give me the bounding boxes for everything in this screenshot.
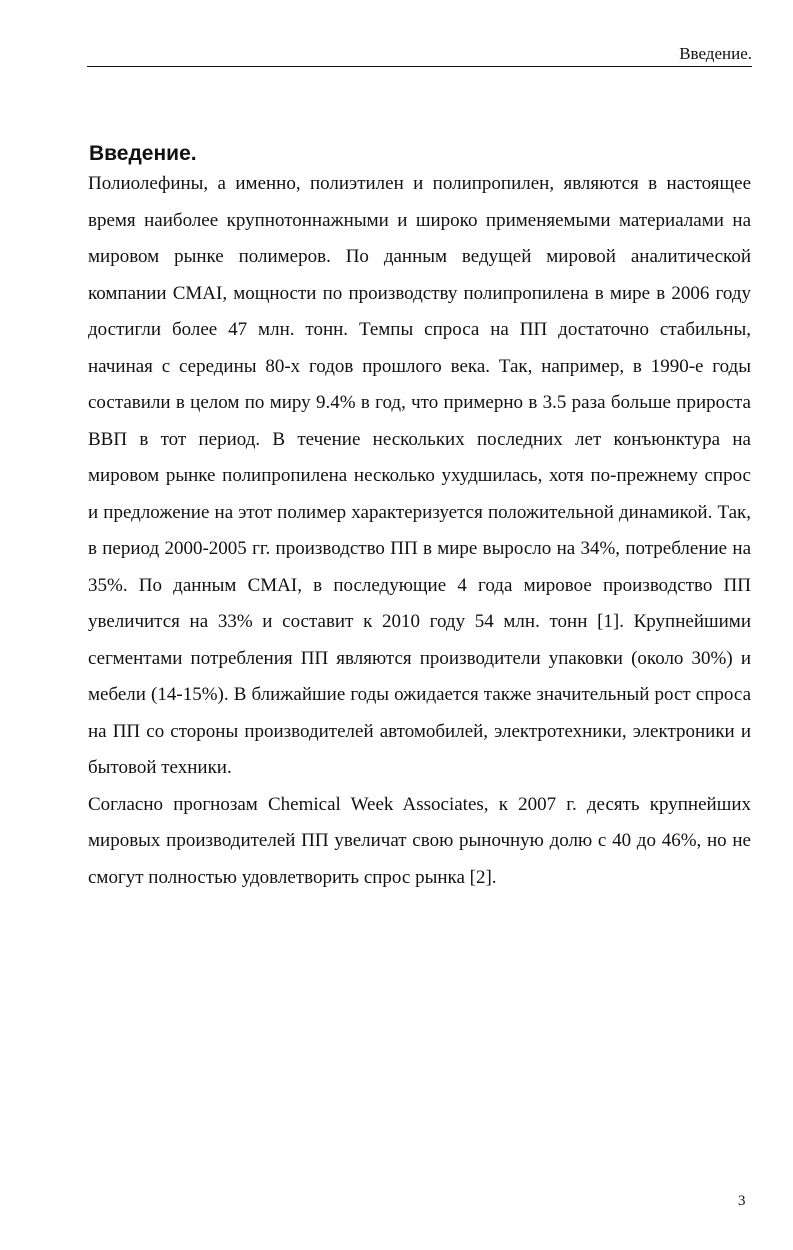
- section-title: Введение.: [89, 142, 197, 165]
- body-text: [88, 166, 751, 896]
- page-number: 3: [738, 1193, 746, 1209]
- paragraph-intro: Полиолефины, а именно, полиэтилен и полипропилен, являются в настоящее время наиболее крупнотоннажными и широко применяемыми материалами на мировом рынке полимеров. По данным ведущей мировой аналитической компании CMAI, мощности по производству полипропилена в мире в 2006 году достигли более 47 млн. тонн. Темпы спроса на ПП достаточно стабильны, начиная с середины 80-х годов прошлого века. Так, например, в 1990-е годы составили в целом по миру 9.4% в год, что примерно в 3.5 раза больше прироста ВВП в тот период. В течение нескольких последних лет конъюнктура на мировом рынке полипропилена несколько ухудшилась, хотя по-прежнему спрос и предложение на этот полимер характеризуется положительной динамикой. Так, в период 2000-2005 гг. производство ПП в мире выросло на 34%, потребление на 35%. По данным CMAI, в последующие 4 года мировое производство ПП увеличится на 33% и составит к 2010 году 54 млн. тонн [1]. Крупнейшими сегментами потребления ПП являются производители упаковки (около 30%) и мебели (14-15%). В ближайшие годы ожидается также значительный рост спроса на ПП со стороны производителей автомобилей, электротехники, электроники и бытовой техники.: [88, 173, 751, 778]
- running-header: [87, 44, 752, 67]
- running-header-title: Введение.: [679, 44, 752, 63]
- paragraph-forecast: Согласно прогнозам Chemical Week Associates, к 2007 г. десять крупнейших мировых производителей ПП увеличат свою рыночную долю с 40 до 46%, но не смогут полностью удовлетворить спрос рынка [2].: [88, 793, 751, 888]
